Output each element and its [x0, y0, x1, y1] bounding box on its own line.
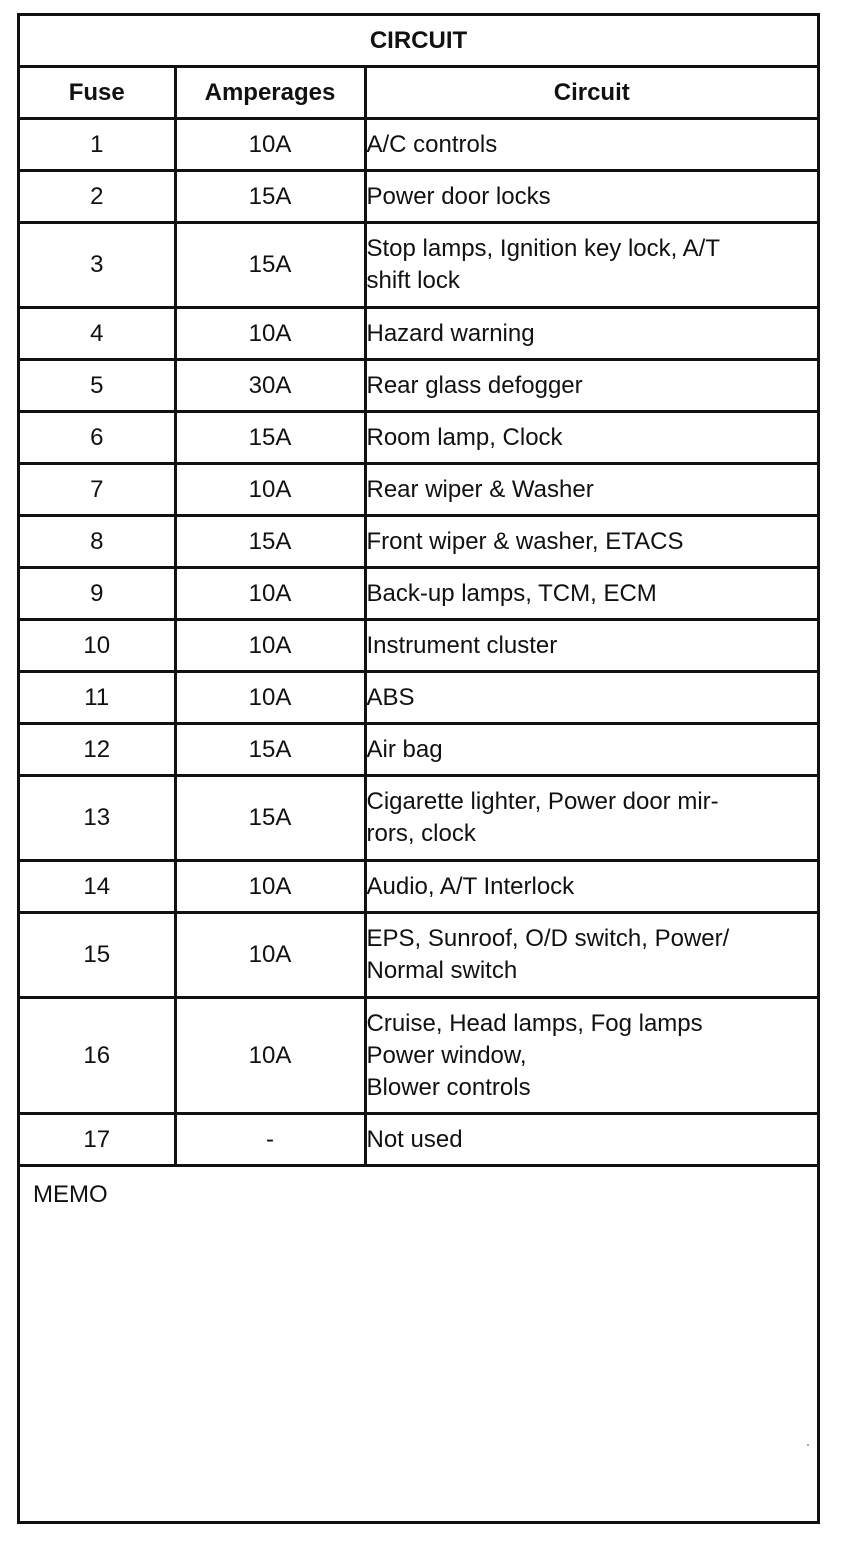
amperage-cell: 10A: [175, 119, 365, 171]
table-row: [20, 464, 817, 516]
circuit-cell: Instrument cluster: [365, 620, 817, 672]
fuse-number-cell: 13: [20, 776, 175, 861]
circuit-cell: EPS, Sunroof, O/D switch, Power/ Normal switch: [365, 913, 817, 998]
fuse-number-cell: 6: [20, 412, 175, 464]
circuit-cell: Rear glass defogger: [365, 360, 817, 412]
amperage-cell: 10A: [175, 998, 365, 1114]
circuit-cell: Cruise, Head lamps, Fog lamps Power window, Blower controls: [365, 998, 817, 1114]
amperage-cell: -: [175, 1114, 365, 1166]
header-amperages: Amperages: [175, 67, 365, 119]
table-title: CIRCUIT: [20, 16, 817, 67]
fuse-number-cell: 4: [20, 308, 175, 360]
fuse-number-cell: 5: [20, 360, 175, 412]
table-row: [20, 516, 817, 568]
table-row: [20, 620, 817, 672]
amperage-cell: 10A: [175, 672, 365, 724]
circuit-cell: Cigarette lighter, Power door mir- rors, clock: [365, 776, 817, 861]
table-row: [20, 568, 817, 620]
table-row: [20, 1114, 817, 1166]
circuit-cell: Room lamp, Clock: [365, 412, 817, 464]
circuit-cell: Not used: [365, 1114, 817, 1166]
fuse-table: [20, 16, 817, 1167]
fuse-number-cell: 8: [20, 516, 175, 568]
amperage-cell: 10A: [175, 861, 365, 913]
memo-area: [20, 1167, 817, 1209]
fuse-number-cell: 15: [20, 913, 175, 998]
memo-label: MEMO: [33, 1181, 108, 1208]
circuit-cell: Stop lamps, Ignition key lock, A/T shift lock: [365, 223, 817, 308]
fuse-number-cell: 9: [20, 568, 175, 620]
circuit-cell: A/C controls: [365, 119, 817, 171]
amperage-cell: 10A: [175, 913, 365, 998]
circuit-cell: Audio, A/T Interlock: [365, 861, 817, 913]
table-row: [20, 776, 817, 861]
circuit-cell: Front wiper & washer, ETACS: [365, 516, 817, 568]
fuse-number-cell: 7: [20, 464, 175, 516]
amperage-cell: 10A: [175, 620, 365, 672]
table-row: [20, 119, 817, 171]
amperage-cell: 30A: [175, 360, 365, 412]
table-row: [20, 672, 817, 724]
fuse-chart-sheet: [17, 13, 820, 1524]
circuit-cell: Rear wiper & Washer: [365, 464, 817, 516]
amperage-cell: 15A: [175, 516, 365, 568]
amperage-cell: 15A: [175, 171, 365, 223]
table-row: [20, 360, 817, 412]
table-row: [20, 998, 817, 1114]
table-row: [20, 171, 817, 223]
scan-speck: [807, 1444, 809, 1446]
amperage-cell: 10A: [175, 308, 365, 360]
fuse-number-cell: 12: [20, 724, 175, 776]
amperage-cell: 15A: [175, 412, 365, 464]
amperage-cell: 15A: [175, 724, 365, 776]
circuit-cell: Hazard warning: [365, 308, 817, 360]
fuse-number-cell: 17: [20, 1114, 175, 1166]
circuit-cell: Air bag: [365, 724, 817, 776]
amperage-cell: 10A: [175, 568, 365, 620]
fuse-number-cell: 3: [20, 223, 175, 308]
table-header-row: [20, 67, 817, 119]
amperage-cell: 15A: [175, 223, 365, 308]
table-row: [20, 412, 817, 464]
table-row: [20, 308, 817, 360]
fuse-number-cell: 10: [20, 620, 175, 672]
fuse-table-body: [20, 119, 817, 1166]
table-row: [20, 861, 817, 913]
fuse-number-cell: 2: [20, 171, 175, 223]
amperage-cell: 15A: [175, 776, 365, 861]
fuse-number-cell: 11: [20, 672, 175, 724]
table-title-row: [20, 16, 817, 67]
fuse-number-cell: 1: [20, 119, 175, 171]
amperage-cell: 10A: [175, 464, 365, 516]
table-row: [20, 724, 817, 776]
fuse-number-cell: 16: [20, 998, 175, 1114]
header-fuse: Fuse: [20, 67, 175, 119]
table-row: [20, 913, 817, 998]
header-circuit: Circuit: [365, 67, 817, 119]
table-row: [20, 223, 817, 308]
fuse-number-cell: 14: [20, 861, 175, 913]
circuit-cell: Power door locks: [365, 171, 817, 223]
circuit-cell: Back-up lamps, TCM, ECM: [365, 568, 817, 620]
circuit-cell: ABS: [365, 672, 817, 724]
